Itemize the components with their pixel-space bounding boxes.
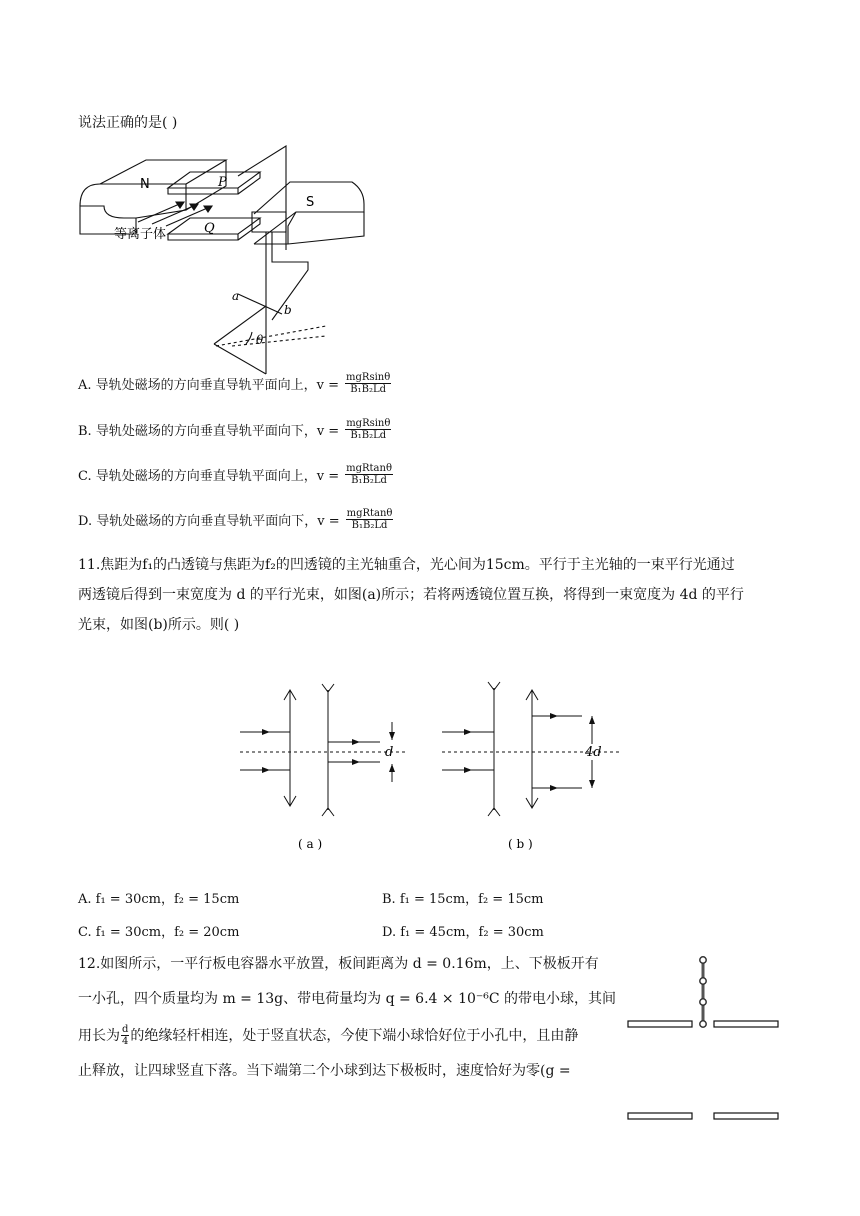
fraction: $\frac{\text{mgRsinθ}}{\text{B₁B₂Ld}}$: [346, 418, 391, 441]
q12-line-4: 止释放，让四球竖直下落。当下端第二个小球到达下极板时，速度恰好为零(g =: [78, 1063, 571, 1079]
label-p: P: [218, 175, 227, 190]
q12-line-1: 12.如图所示，一平行板电容器水平放置，板间距离为 d = 0.16m，上、下极板开有: [78, 956, 599, 972]
ball-3: [700, 999, 706, 1005]
label-q: Q: [204, 221, 215, 236]
fraction: $\frac{d}{4}$: [122, 1024, 129, 1047]
figure-lenses: [236, 676, 636, 856]
q11-option-d: D. f₁ = 45cm，f₂ = 30cm: [382, 925, 544, 940]
caption-a: ( a ): [298, 837, 323, 851]
label-n: N: [140, 177, 150, 192]
q11-line-1: 11.焦距为f₁的凸透镜与焦距为f₂的凹透镜的主光轴重合，光心间为15cm。平行于主光轴的一束平行光通过: [78, 557, 735, 573]
fraction: $\frac{\text{mgRsinθ}}{\text{B₁B₂Ld}}$: [346, 372, 391, 395]
fraction: $\frac{\text{mgRtanθ}}{\text{B₁B₂Ld}}$: [346, 463, 392, 486]
q11-option-b: B. f₁ = 15cm，f₂ = 15cm: [382, 892, 544, 907]
label-s: S: [306, 195, 315, 210]
q10-option-b: B. 导轨处磁场的方向垂直导轨平面向下，v = $\frac{\text{mgRsinθ}}{\text{B₁B₂Ld}}$: [78, 418, 391, 441]
ball-2: [700, 978, 706, 984]
q12-line-2: 一小孔，四个质量均为 m = 13g、带电荷量均为 q = 6.4 × 10⁻⁶C 的带电小球，其间: [78, 991, 617, 1007]
q11-line-2: 两透镜后得到一束宽度为 d 的平行光束，如图(a)所示；若将两透镜位置互换，将得到一束宽度为 4d 的平行: [78, 587, 744, 603]
ball-4: [700, 1021, 706, 1027]
ball-1: [700, 957, 706, 963]
intro-line: 说法正确的是( ): [78, 115, 178, 131]
caption-b: ( b ): [508, 837, 533, 851]
label-a: a: [232, 289, 240, 303]
q12-line-3: 用长为 $\frac{d}{4}$ 的绝缘轻杆相连，处于竖直状态，今使下端小球恰好位于小孔中，且由静: [78, 1024, 579, 1047]
q11-option-c: C. f₁ = 30cm，f₂ = 20cm: [78, 925, 240, 940]
q10-option-c: C. 导轨处磁场的方向垂直导轨平面向上，v = $\frac{\text{mgRtanθ}}{\text{B₁B₂Ld}}$: [78, 463, 392, 486]
q11-option-a: A. f₁ = 30cm，f₂ = 15cm: [78, 892, 240, 907]
q10-option-a: A. 导轨处磁场的方向垂直导轨平面向上，v = $\frac{\text{mgRsinθ}}{\text{B₁B₂Ld}}$: [78, 372, 391, 395]
q11-line-3: 光束，如图(b)所示。则( ): [78, 617, 240, 633]
q10-option-d: D. 导轨处磁场的方向垂直导轨平面向下，v = $\frac{\text{mgRtanθ}}{\text{B₁B₂Ld}}$: [78, 508, 393, 531]
figure-plasma-generator: [76, 140, 376, 390]
label-theta: θ: [256, 333, 264, 347]
figure-capacitor: [626, 954, 782, 1124]
label-4d: 4d: [585, 745, 602, 760]
label-b: b: [284, 303, 292, 317]
label-plasma: 等离子体: [114, 227, 167, 242]
label-d: d: [385, 745, 394, 760]
fraction: $\frac{\text{mgRtanθ}}{\text{B₁B₂Ld}}$: [346, 508, 393, 531]
